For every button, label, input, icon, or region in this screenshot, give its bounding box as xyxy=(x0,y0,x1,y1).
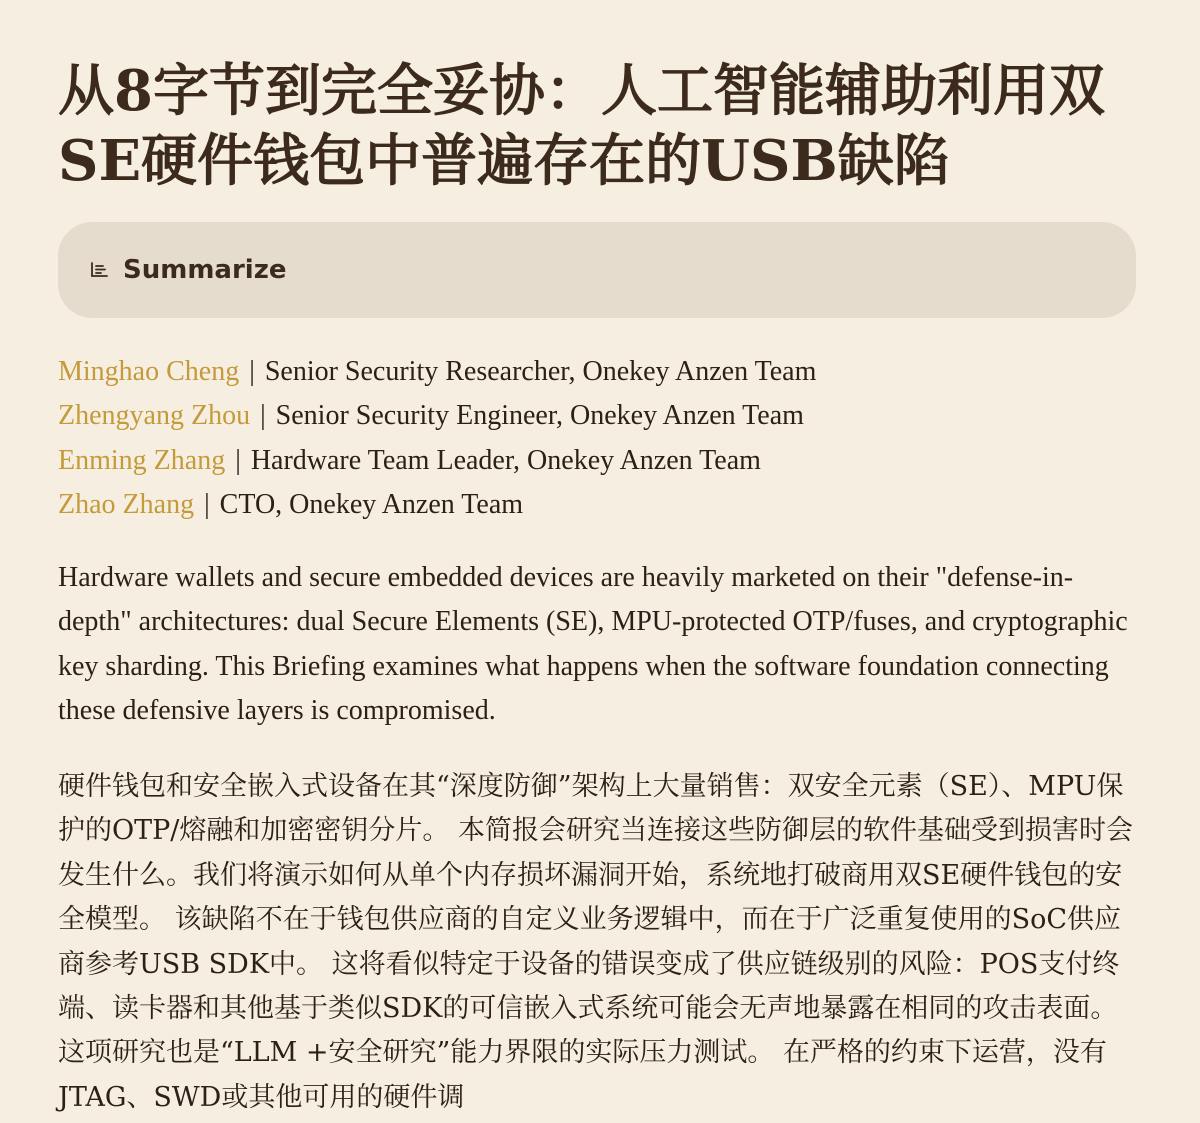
page-title: 从8字节到完全妥协：人工智能辅助利用双SE硬件钱包中普遍存在的USB缺陷 xyxy=(58,58,1105,194)
author-role: CTO, Onekey Anzen Team xyxy=(219,489,524,521)
author-role: Hardware Team Leader, Onekey Anzen Team xyxy=(250,444,761,476)
abstract-english: Hardware wallets and secure embedded devices are heavily marketed on their "defense-in-depth" architectures: dual Secure Elements (SE), MPU-protected OTP/fuses, and cryptographic key sharding. This Briefing examines what happens when the software foundation connecting these defensive layers is compromised. xyxy=(58,562,1128,727)
article xyxy=(58,56,1138,196)
summarize-button[interactable] xyxy=(58,222,1136,318)
author-name-link[interactable]: Zhengyang Zhou xyxy=(58,400,251,432)
author-separator: | xyxy=(260,400,266,432)
author-name-link[interactable]: Minghao Cheng xyxy=(58,356,240,387)
author-role: Senior Security Researcher, Onekey Anzen Team xyxy=(264,356,817,387)
author-list xyxy=(58,350,1138,528)
author-line xyxy=(58,483,1138,527)
author-line xyxy=(58,439,1138,483)
author-name-link[interactable]: Enming Zhang xyxy=(58,444,226,476)
author-separator: | xyxy=(235,444,241,476)
author-line xyxy=(58,350,1138,394)
author-line xyxy=(58,394,1138,438)
summarize-label: Summarize xyxy=(123,255,287,285)
author-name-link[interactable]: Zhao Zhang xyxy=(58,489,195,521)
author-role: Senior Security Engineer, Onekey Anzen Team xyxy=(275,400,804,432)
author-separator: | xyxy=(204,489,210,521)
abstract-chinese: 硬件钱包和安全嵌入式设备在其“深度防御”架构上大量销售：双安全元素（SE）、MPU保护的OTP/熔融和加密密钥分片。 本简报会研究当连接这些防御层的软件基础受到损害时会发生什么。我们将演示如何从单个内存损坏漏洞开始，系统地打破商用双SE硬件钱包的安全模型。 该缺陷不在于钱包供应商的自定义业务逻辑中，而在于广泛重复使用的SoC供应商参考USB SDK中。 这将看似特定于设备的错误变成了供应链级别的风险：POS支付终端、读卡器和其他基于类似SDK的可信嵌入式系统可能会无声地暴露在相同的攻击表面。这项研究也是“LLM +安全研究”能力界限的实际压力测试。 在严格的约束下运营，没有JTAG、SWD或其他可用的硬件调 xyxy=(58,771,1133,1113)
summarize-icon xyxy=(87,258,111,282)
author-separator: | xyxy=(249,356,255,387)
